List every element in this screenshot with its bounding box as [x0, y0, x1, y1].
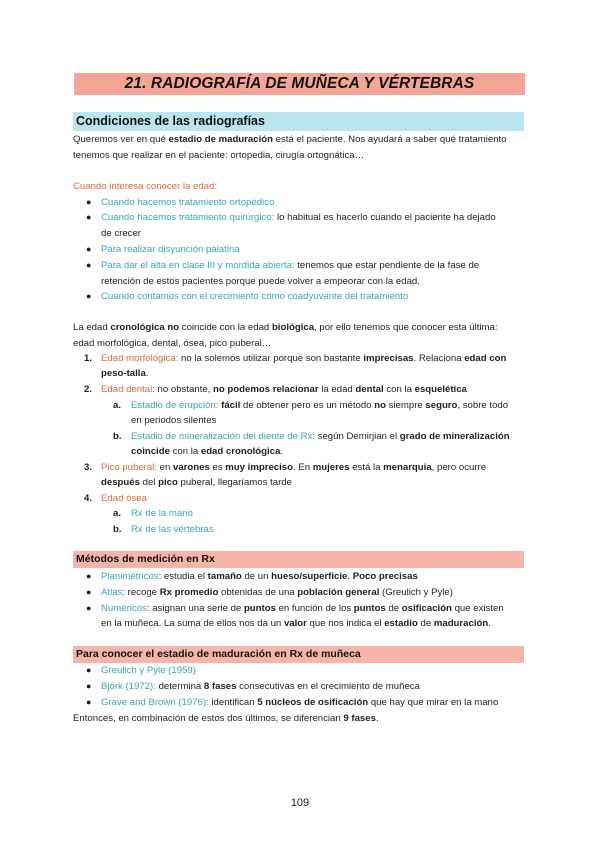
list-item-continuation: de crecer	[101, 228, 141, 239]
sublist-item: Estadio de mineralización del diente de Rx: según Demirjian el grado de mineralización	[131, 431, 510, 442]
list-item: Atlas: recoge Rx promedio obtenidas de una población general (Greulich y Pyle)	[101, 587, 453, 598]
sublist-letter: b.	[113, 431, 122, 442]
sublist-item: Estadio de erupción: fácil de obtener pero es un método no siempre seguro, sobre todo	[131, 400, 509, 411]
page-title: 21. RADIOGRAFÍA DE MUÑECA Y VÉRTEBRAS	[124, 75, 475, 92]
sublist-letter: b.	[113, 524, 122, 535]
bullet-icon: ●	[86, 197, 92, 207]
list-number: 3.	[84, 462, 93, 473]
section-title-methods: Métodos de medición en Rx	[76, 553, 215, 565]
paragraph-line: edad morfológica, dental, ósea, pico puberal…	[73, 338, 272, 349]
sublist-item-continuation: en periodos silentes	[131, 415, 217, 426]
bullet-icon: ●	[86, 571, 92, 581]
list-item: Planimétricos: estudia el tamaño de un hueso/superficie. Poco precisas	[101, 571, 418, 582]
list-item: Para dar el alta en clase III y mordida abierta: tenemos que estar pendiente de la fase de	[101, 260, 480, 271]
numbered-item: Edad ósea	[101, 493, 147, 504]
bullet-icon: ●	[86, 244, 92, 254]
list-number: 1.	[84, 353, 93, 364]
bullet-icon: ●	[86, 291, 92, 301]
list-item: Numéricos: asignan una serie de puntos en función de los puntos de osificación que existen	[101, 603, 504, 614]
sublist-letter: a.	[113, 400, 122, 411]
list-item-continuation: en la muñeca. La suma de ellos nos da un valor que nos indica el estadio de maduración.	[101, 618, 491, 629]
bullet-icon: ●	[86, 697, 92, 707]
list-number: 4.	[84, 493, 93, 504]
paragraph-line: Queremos ver en qué estadio de maduración está el paciente. Nos ayudará a saber qué tratamiento	[73, 134, 507, 145]
sublist-item: Rx de la mano	[131, 508, 193, 519]
sublist-letter: a.	[113, 508, 122, 519]
list-item: Grave and Brown (1976): identifican 5 núcleos de osificación que hay que mirar en la mano	[101, 697, 499, 708]
bullet-icon: ●	[86, 681, 92, 691]
bullet-icon: ●	[86, 212, 92, 222]
bullet-icon: ●	[86, 260, 92, 270]
numbered-item: Edad morfológica: no la solemos utilizar porque son bastante imprecisas. Relaciona edad con	[101, 353, 507, 364]
list-item: Greulich y Pyle (1959)	[101, 665, 196, 676]
list-item: Para realizar disyunción palatina	[101, 244, 240, 255]
paragraph-line: Entonces, en combinación de estos dos últimos, se diferencian 9 fases.	[73, 713, 379, 724]
paragraph-line: tenemos que realizar en el paciente: ortopedia, cirugía ortognática…	[73, 150, 365, 161]
list-number: 2.	[84, 384, 93, 395]
list-item: Cuando contamos con el crecimiento como coadyuvante del tratamiento	[101, 291, 409, 302]
sublist-item-continuation: coincide con la edad cronológica.	[131, 446, 283, 457]
list-item: Björk (1972): determina 8 fases consecutivas en el crecimiento de muñeca	[101, 681, 420, 692]
list-item: Cuando hacemos tratamiento ortopédico	[101, 197, 275, 208]
section-title-conditions: Condiciones de las radiografías	[76, 114, 265, 128]
list-item-continuation: retención de estos pacientes porque puede volver a empeorar con la edad.	[101, 276, 420, 287]
sublist-item: Rx de las vértebras	[131, 524, 214, 535]
subheading-when: Cuando interesa conocer la edad:	[73, 181, 218, 192]
numbered-item-continuation: después del pico puberal, llegaríamos tarde	[101, 477, 292, 488]
bullet-icon: ●	[86, 665, 92, 675]
numbered-item: Pico puberal: en varones es muy impreciso. En mujeres está la menarquia, pero ocurre	[101, 462, 487, 473]
list-item: Cuando hacemos tratamiento quirúrgico: lo habitual es hacerlo cuando el paciente ha dejado	[101, 212, 496, 223]
section-title-wrist: Para conocer el estadio de maduración en Rx de muñeca	[76, 648, 361, 660]
page-number: 109	[290, 797, 310, 809]
paragraph-line: La edad cronológica no coincide con la edad biológica, por ello tenemos que conocer esta última:	[73, 322, 498, 333]
bullet-icon: ●	[86, 587, 92, 597]
bullet-icon: ●	[86, 603, 92, 613]
numbered-item: Edad dental: no obstante, no podemos relacionar la edad dental con la esquelética	[101, 384, 467, 395]
numbered-item-continuation: peso-talla.	[101, 368, 149, 379]
